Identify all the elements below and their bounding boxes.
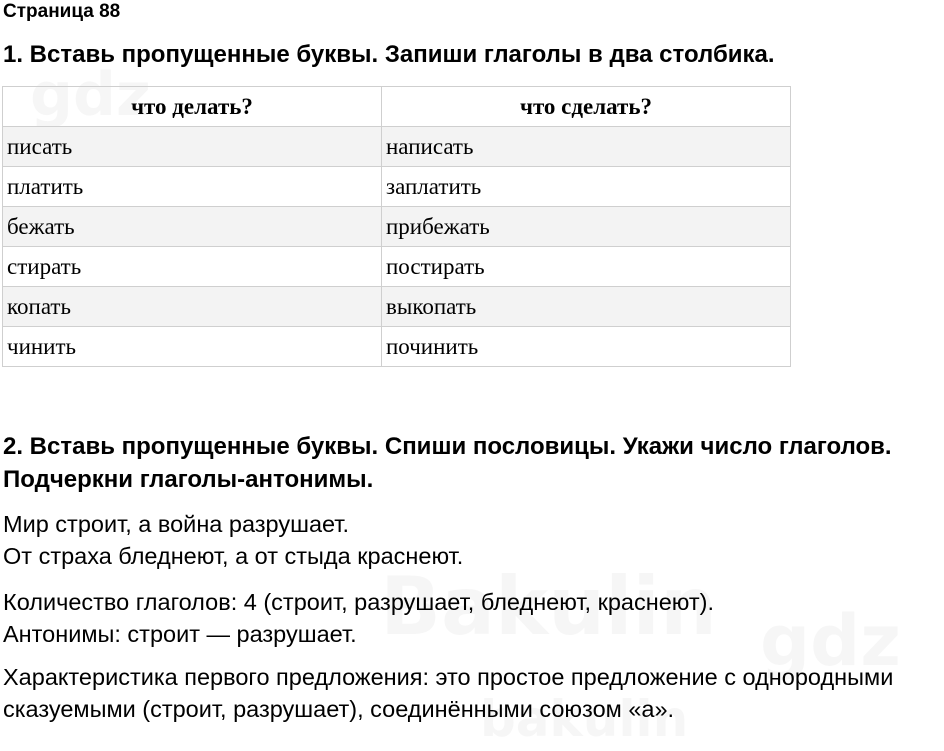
table-cell: писать — [3, 127, 382, 167]
table-cell: копать — [3, 287, 382, 327]
table-cell: постирать — [382, 247, 791, 287]
table-cell: выкопать — [382, 287, 791, 327]
proverb-line: От страха бледнеют, а от стыда краснеют. — [3, 543, 464, 569]
proverbs-block — [3, 508, 463, 572]
answers-block — [3, 586, 714, 650]
table-cell: написать — [382, 127, 791, 167]
table-row — [3, 127, 791, 167]
table-cell: починить — [382, 327, 791, 367]
table-row — [3, 287, 791, 327]
antonyms-line: Антонимы: строит — разрушает. — [3, 621, 357, 647]
column-header-imperfective: что делать? — [3, 87, 382, 127]
verb-count-line: Количество глаголов: 4 (строит, разрушает, бледнеют, краснеют). — [3, 589, 715, 615]
page-label: Страница 88 — [3, 1, 121, 22]
table-cell: прибежать — [382, 207, 791, 247]
table-cell: стирать — [3, 247, 382, 287]
proverb-line: Мир строит, а война разрушает. — [3, 511, 349, 537]
task2-heading: 2. Вставь пропущенные буквы. Спиши пословицы. Укажи число глаголов. Подчеркни глаголы-антонимы. — [3, 433, 892, 493]
column-header-perfective: что сделать? — [382, 87, 791, 127]
table-cell: бежать — [3, 207, 382, 247]
table-row — [3, 247, 791, 287]
table-row — [3, 167, 791, 207]
table-row — [3, 327, 791, 367]
sentence-characteristic: Характеристика первого предложения: это простое предложение с однородными сказуемыми (строит, разрушает), соединёнными союзом «а». — [3, 664, 894, 722]
verbs-table — [2, 86, 791, 367]
table-cell: платить — [3, 167, 382, 207]
task1-heading: 1. Вставь пропущенные буквы. Запиши глаголы в два столбика. — [3, 41, 775, 68]
table-row — [3, 207, 791, 247]
table-header-row — [3, 87, 791, 127]
table-cell: чинить — [3, 327, 382, 367]
table-cell: заплатить — [382, 167, 791, 207]
